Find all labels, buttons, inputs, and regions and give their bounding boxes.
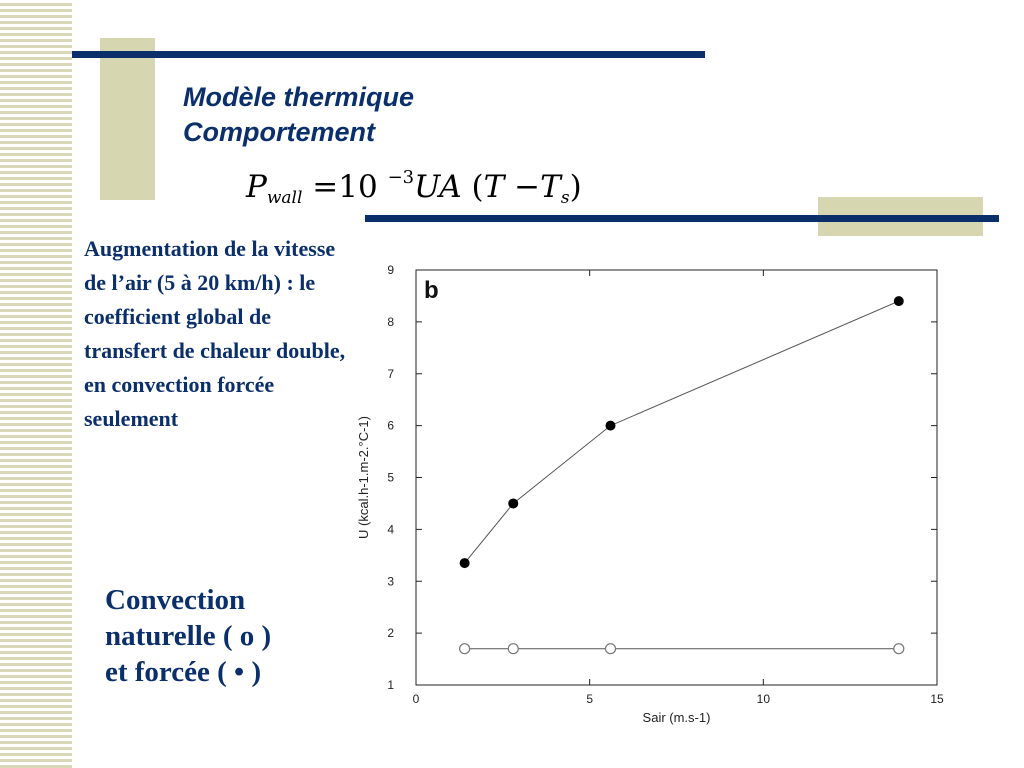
y-tick-label: 5 [387,470,394,485]
ticks-group [387,263,944,706]
formula-rparen: ) [569,169,582,205]
plot-frame [416,270,937,685]
formula [246,167,582,211]
y-tick-label: 1 [387,678,394,692]
y-tick-label: 9 [387,263,394,277]
data-point [894,297,903,306]
formula-ts: T [540,169,561,205]
x-tick-label: 5 [586,692,594,706]
y-tick-label: 3 [387,574,394,589]
description-text: Augmentation de la vitesse de l’air (5 à 20 km/h) : le coefficient global de transfert de chaleur double, en convection forcée seulement [84,236,346,431]
data-point [508,644,518,654]
formula-minus: − [504,169,541,205]
panel-label: b [424,277,439,304]
y-axis-title: U (kcal.h-1.m-2.°C-1) [356,416,371,539]
series-group [460,297,904,654]
legend-note [105,582,345,690]
data-point [460,644,470,654]
data-point [894,644,904,654]
y-tick-label: 8 [387,314,394,329]
decorative-navy-bar-right [365,215,999,222]
y-tick-label: 6 [387,418,394,433]
formula-ts-subscript: s [560,188,570,208]
formula-p: P [246,169,267,205]
formula-equals: =10 [302,169,388,205]
title-line-2: Comportement [183,117,376,147]
title-line-1: Modèle thermique [183,82,415,112]
decorative-khaki-block-top [100,38,155,200]
y-tick-label: 2 [387,626,394,641]
decorative-stripes [0,0,72,768]
x-tick-label: 0 [412,692,420,706]
decorative-navy-bar-top [72,51,705,58]
data-point [509,499,518,508]
formula-p-subscript: wall [266,188,303,208]
formula-t: T [483,169,505,205]
x-tick-label: 15 [930,692,944,706]
y-tick-label: 4 [387,522,394,537]
data-point [606,644,616,654]
legend-note-line-1: Convection [105,584,246,616]
data-point [460,559,469,568]
data-point [606,421,615,430]
slide-title [183,80,603,150]
formula-lparen: ( [461,169,484,205]
x-tick-label: 10 [756,692,771,706]
x-axis-title: Sair (m.s-1) [642,710,711,725]
formula-ua: UA [414,169,462,205]
formula-exponent: −3 [387,167,415,188]
legend-note-line-3: et forcée ( • ) [105,656,262,688]
y-tick-label: 7 [387,366,394,381]
series-line-2 [465,301,899,563]
legend-note-line-2: naturelle ( ο ) [105,620,272,652]
chart [350,255,960,735]
